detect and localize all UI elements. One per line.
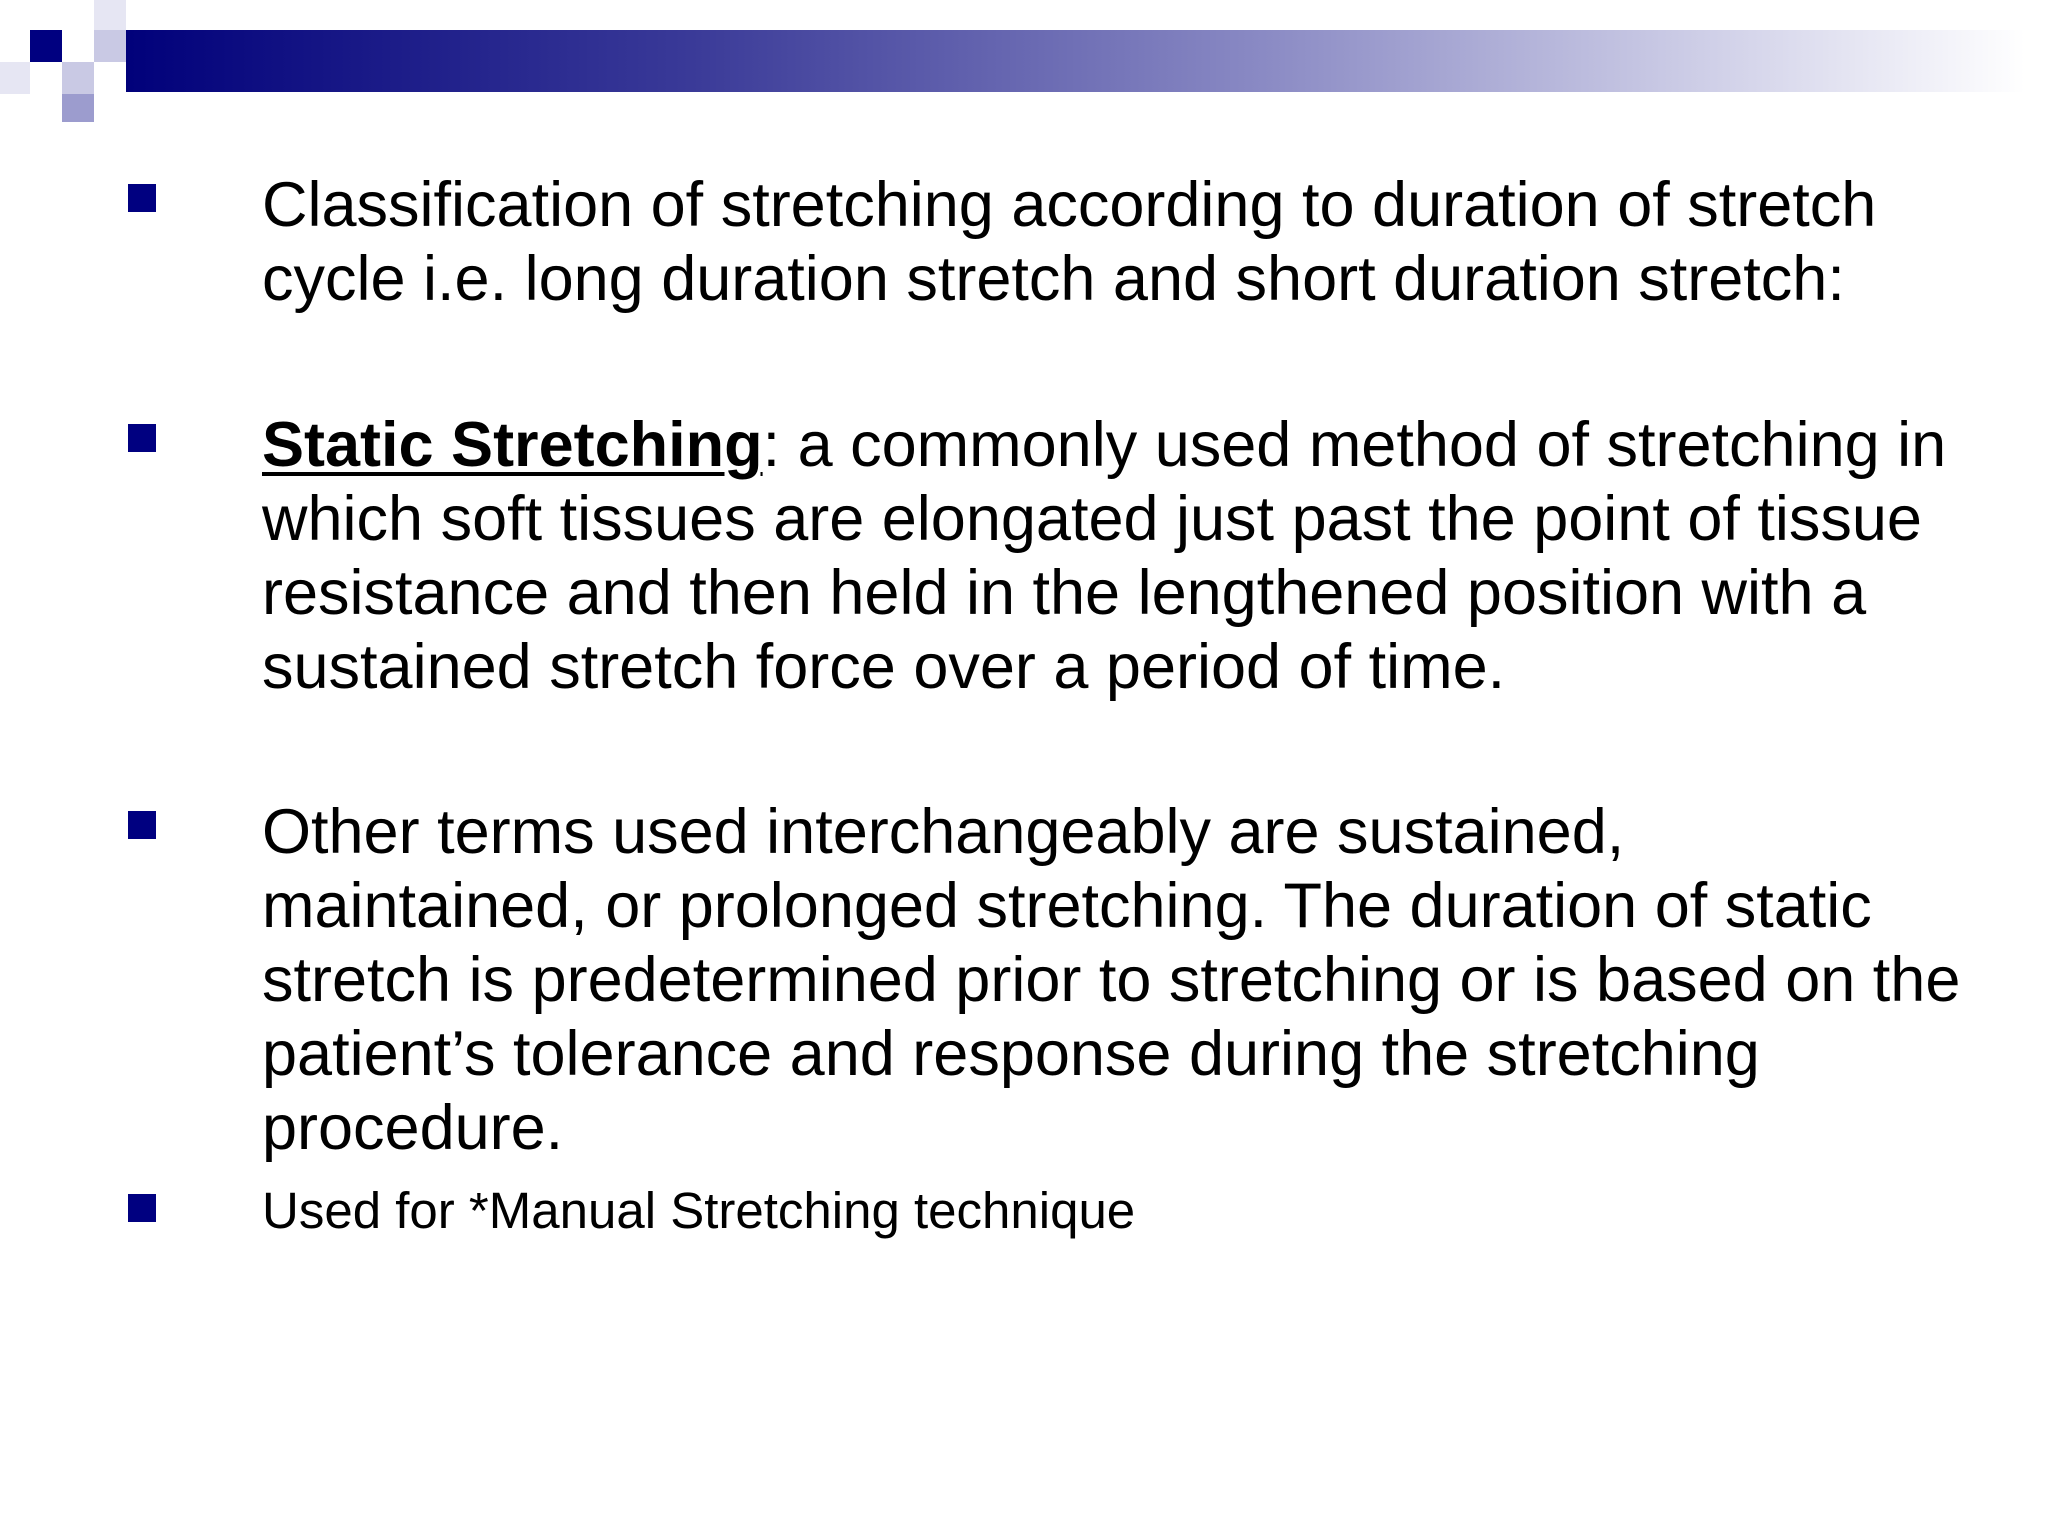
square-bullet-icon xyxy=(128,184,156,212)
square-bullet-icon xyxy=(128,424,156,452)
bullet-text xyxy=(262,408,1962,704)
bullet-text: Other terms used interchangeably are sustained, maintained, or prolonged stretching. The duration of static stretch is predetermined prior to stretching or is based on the patient’s tolerance and response during the stretching procedure. xyxy=(262,797,1961,1163)
term-definition: : a commonly used method of stretching in which soft tissues are elongated just past the point of tissue resistance and then held in the lengthened position with a sustained stretch force over a period of time. xyxy=(262,410,1947,702)
square-bullet-icon xyxy=(128,811,156,839)
term-static-stretching: Static Stretching xyxy=(262,410,763,480)
bullet-text: Classification of stretching according to duration of stretch cycle i.e. long duration stretch and short duration stretch: xyxy=(262,170,1877,314)
bullet-text: Used for *Manual Stretching technique xyxy=(262,1182,1136,1239)
square-bullet-icon xyxy=(128,1194,156,1222)
